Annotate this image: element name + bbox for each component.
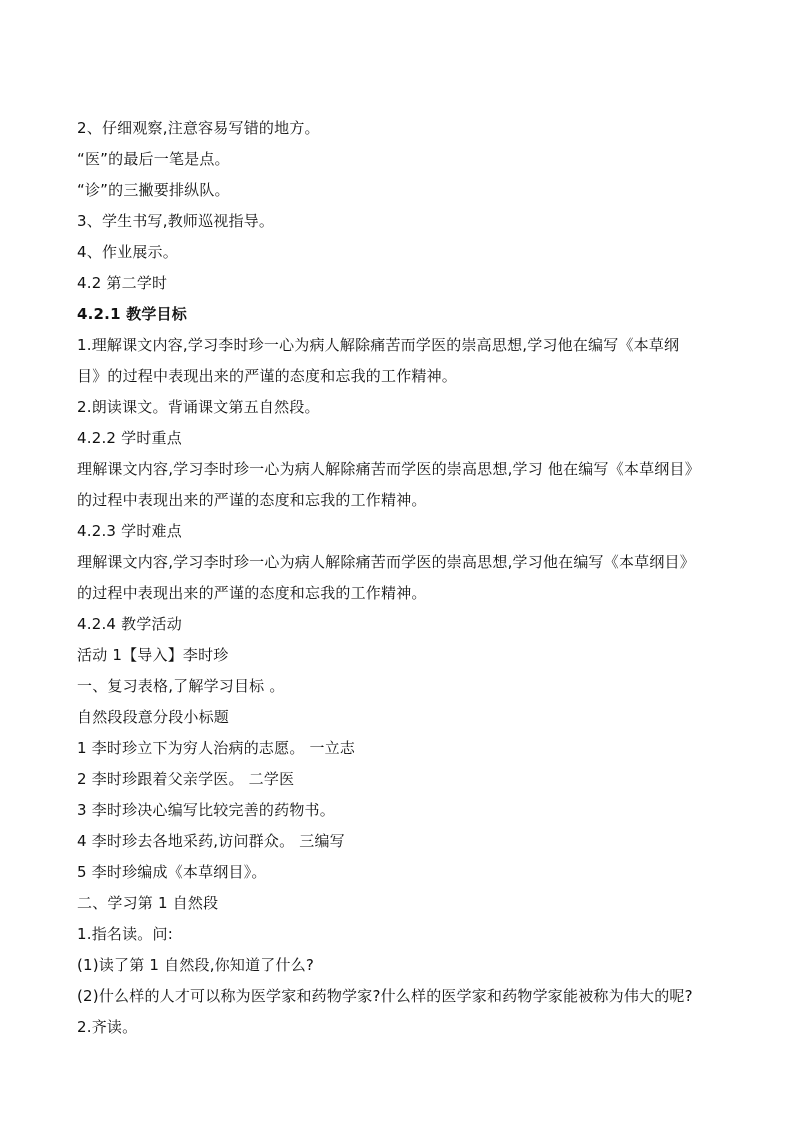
- text-line-yi-tip: “医”的最后一笔是点。: [77, 150, 230, 168]
- section-heading-key-points: 4.2.2 学时重点: [77, 429, 182, 447]
- text-line-difficulties-b: 的过程中表现出来的严谨的态度和忘我的工作精神。: [77, 584, 427, 602]
- text-line-table-header: 自然段段意分段小标题: [77, 708, 230, 726]
- text-line-step-2: 2、仔细观察,注意容易写错的地方。: [77, 119, 320, 137]
- section-heading-activities: 4.2.4 教学活动: [77, 615, 182, 633]
- document-body: [77, 113, 727, 1043]
- text-line-activity-1: 活动 1【导入】李时珍: [77, 646, 229, 664]
- text-line-paragraph-5: 5 李时珍编成《本草纲目》。: [77, 863, 267, 881]
- text-line-paragraph-3: 3 李时珍决心编写比较完善的药物书。: [77, 801, 335, 819]
- section-heading-teaching-goals: 4.2.1 教学目标: [77, 305, 187, 323]
- text-line-read-together: 2.齐读。: [77, 1018, 138, 1036]
- text-line-paragraph-2: 2 李时珍跟着父亲学医。 二学医: [77, 770, 295, 788]
- text-line-key-points-a: 理解课文内容,学习李时珍一心为病人解除痛苦而学医的崇高思想,学习 他在编写《本草纲目》: [77, 460, 700, 478]
- text-line-paragraph-1: 1 李时珍立下为穷人治病的志愿。 一立志: [77, 739, 356, 757]
- text-line-paragraph-4: 4 李时珍去各地采药,访问群众。 三编写: [77, 832, 345, 850]
- text-line-key-points-b: 的过程中表现出来的严谨的态度和忘我的工作精神。: [77, 491, 427, 509]
- text-line-question-1: (1)读了第 1 自然段,你知道了什么?: [77, 956, 315, 974]
- section-heading-second-period: 4.2 第二学时: [77, 274, 168, 292]
- text-line-question-2: (2)什么样的人才可以称为医学家和药物学家?什么样的医学家和药物学家能被称为伟大的呢?: [77, 987, 693, 1005]
- section-heading-difficulties: 4.2.3 学时难点: [77, 522, 182, 540]
- text-line-zhen-tip: “诊”的三撇要排纵队。: [77, 181, 230, 199]
- text-line-goal-1a: 1.理解课文内容,学习李时珍一心为病人解除痛苦而学医的崇高思想,学习他在编写《本草纲: [77, 336, 680, 354]
- text-line-goal-1b: 目》的过程中表现出来的严谨的态度和忘我的工作精神。: [77, 367, 458, 385]
- text-line-goal-2: 2.朗读课文。背诵课文第五自然段。: [77, 398, 320, 416]
- text-line-read-aloud: 1.指名读。问:: [77, 925, 173, 943]
- text-line-step-3: 3、学生书写,教师巡视指导。: [77, 212, 275, 230]
- text-line-difficulties-a: 理解课文内容,学习李时珍一心为病人解除痛苦而学医的崇高思想,学习他在编写《本草纲目》: [77, 553, 695, 571]
- text-line-step-4: 4、作业展示。: [77, 243, 178, 261]
- text-line-study-paragraph-1: 二、学习第 1 自然段: [77, 894, 219, 912]
- text-line-review-table: 一、复习表格,了解学习目标 。: [77, 677, 285, 695]
